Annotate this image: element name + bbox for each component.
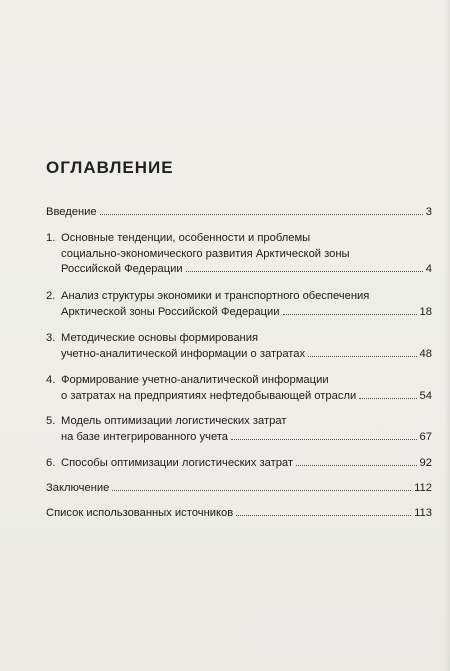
toc-entry-title-line: Основные тенденции, особенности и проблемы (61, 232, 311, 244)
dot-leader (296, 465, 417, 466)
toc-entry-chapter-1 (46, 231, 432, 278)
toc-entry-title-line: на базе интегрированного учета (61, 430, 229, 443)
toc-entry-page: 113 (414, 507, 432, 519)
toc-entry-title-line: Арктической зоны Российской Федерации (61, 305, 280, 318)
dot-leader (236, 515, 411, 516)
toc-entry-number: 1. (46, 232, 56, 244)
dot-leader (308, 356, 416, 357)
toc-entry-title: Заключение (46, 482, 110, 494)
toc-entry-conclusion (46, 481, 432, 497)
toc-entry-page: 67 (419, 430, 432, 443)
toc-entry-page: 92 (419, 457, 432, 469)
toc-entry-page: 18 (419, 305, 432, 318)
toc-entry-number: 5. (46, 415, 56, 427)
toc-entry-title-line: Модель оптимизации логистических затрат (61, 415, 287, 427)
toc-entry-number: 6. (46, 457, 56, 469)
toc-entry-page: 4 (425, 263, 432, 275)
toc-entry-title-line: социально-экономического развития Арктической зоны (61, 247, 350, 260)
toc-entry-chapter-3 (46, 331, 432, 362)
toc-entry-title-line: Российской Федерации (61, 263, 183, 275)
dot-leader (112, 490, 411, 491)
toc-entry-number: 3. (46, 332, 56, 344)
toc-entry-title-line: Способы оптимизации логистических затрат (61, 457, 294, 469)
dot-leader (100, 214, 423, 215)
toc-entry-number: 2. (46, 290, 56, 302)
toc-entry-references (46, 506, 432, 522)
toc-entry-page: 112 (414, 482, 432, 494)
toc-entry-number: 4. (46, 374, 56, 386)
dot-leader (283, 314, 417, 315)
dot-leader (359, 398, 416, 399)
toc-entry-title: Введение (46, 206, 97, 218)
dot-leader (231, 439, 417, 440)
toc-entry-introduction (46, 205, 432, 221)
toc-entry-title: Список использованных источников (46, 507, 234, 519)
page-edge-shadow (444, 0, 450, 671)
toc-entry-chapter-5 (46, 414, 432, 445)
toc-entry-chapter-6 (46, 456, 432, 472)
toc-entry-title-line: учетно-аналитической информации о затратах (61, 347, 306, 360)
toc-entry-chapter-2 (46, 289, 432, 320)
toc-entry-page: 48 (419, 347, 432, 360)
toc-entry-page: 3 (425, 206, 432, 218)
toc-entry-title-line: Формирование учетно-аналитической информации (61, 374, 329, 386)
toc-entry-page: 54 (419, 389, 432, 402)
toc-entry-title-line: Анализ структуры экономики и транспортного обеспечения (61, 290, 370, 302)
dot-leader (186, 271, 423, 272)
toc-entry-title-line: о затратах на предприятиях нефтедобывающей отрасли (61, 389, 357, 402)
toc-entry-title-line: Методические основы формирования (61, 332, 259, 344)
toc-entry-chapter-4 (46, 373, 432, 404)
toc-heading: ОГЛАВЛЕНИЕ (46, 158, 174, 177)
